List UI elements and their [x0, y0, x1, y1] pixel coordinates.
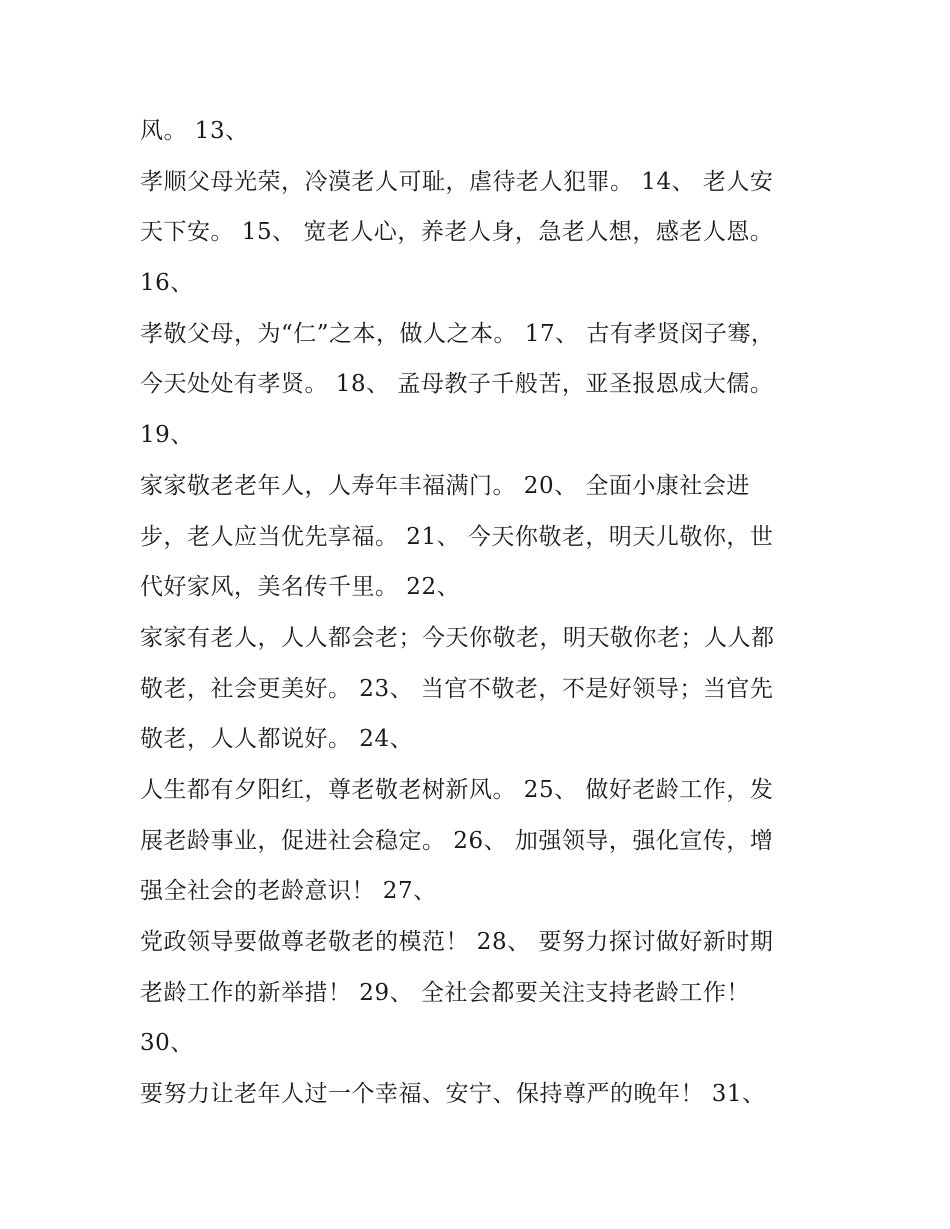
text-line: 代好家风，美名传千里。 22、: [140, 574, 461, 601]
text-line: 党政领导要做尊老敬老的模范！ 28、 要努力探讨做好新时期: [140, 929, 774, 955]
text-line: 16、: [140, 270, 194, 297]
text-line: 家家有老人，人人都会老；今天你敬老，明天敬你老；人人都: [140, 624, 775, 651]
text-line: 强全社会的老龄意识！ 27、: [140, 878, 437, 905]
text-line: 人生都有夕阳红，尊老敬老树新风。 25、 做好老龄工作，发: [140, 776, 774, 803]
text-line: 敬老，人人都说好。 24、: [140, 726, 414, 753]
text-line: 孝顺父母光荣，冷漠老人可耻，虐待老人犯罪。 14、 老人安: [140, 168, 774, 195]
text-line: 今天处处有孝贤。 18、 孟母教子千般苦，亚圣报恩成大儒。: [140, 371, 774, 398]
text-line: 孝敬父母，为“仁”之本，做人之本。 17、 古有孝贤闵子骞，: [140, 320, 775, 347]
text-line: 家家敬老老年人，人寿年丰福满门。 20、 全面小康社会进: [140, 472, 750, 499]
text-line: 30、: [140, 1030, 194, 1057]
text-line: 老龄工作的新举措！ 29、 全社会都要关注支持老龄工作！: [140, 979, 750, 1006]
text-line: 要努力让老年人过一个幸福、安宁、保持尊严的晚年！ 31、: [140, 1081, 766, 1108]
text-line: 敬老，社会更美好。 23、 当官不敬老，不是好领导；当官先: [140, 675, 774, 702]
text-line: 展老龄事业，促进社会稳定。 26、 加强领导，强化宣传，增: [140, 827, 774, 854]
text-line: 19、: [140, 422, 194, 449]
text-line: 步，老人应当优先享福。 21、 今天你敬老，明天儿敬你，世: [140, 523, 774, 550]
document-body: [140, 106, 830, 1120]
text-line: 天下安。 15、 宽老人心，养老人身，急老人想，感老人恩。: [140, 219, 774, 246]
text-line: 风。 13、: [140, 118, 249, 144]
